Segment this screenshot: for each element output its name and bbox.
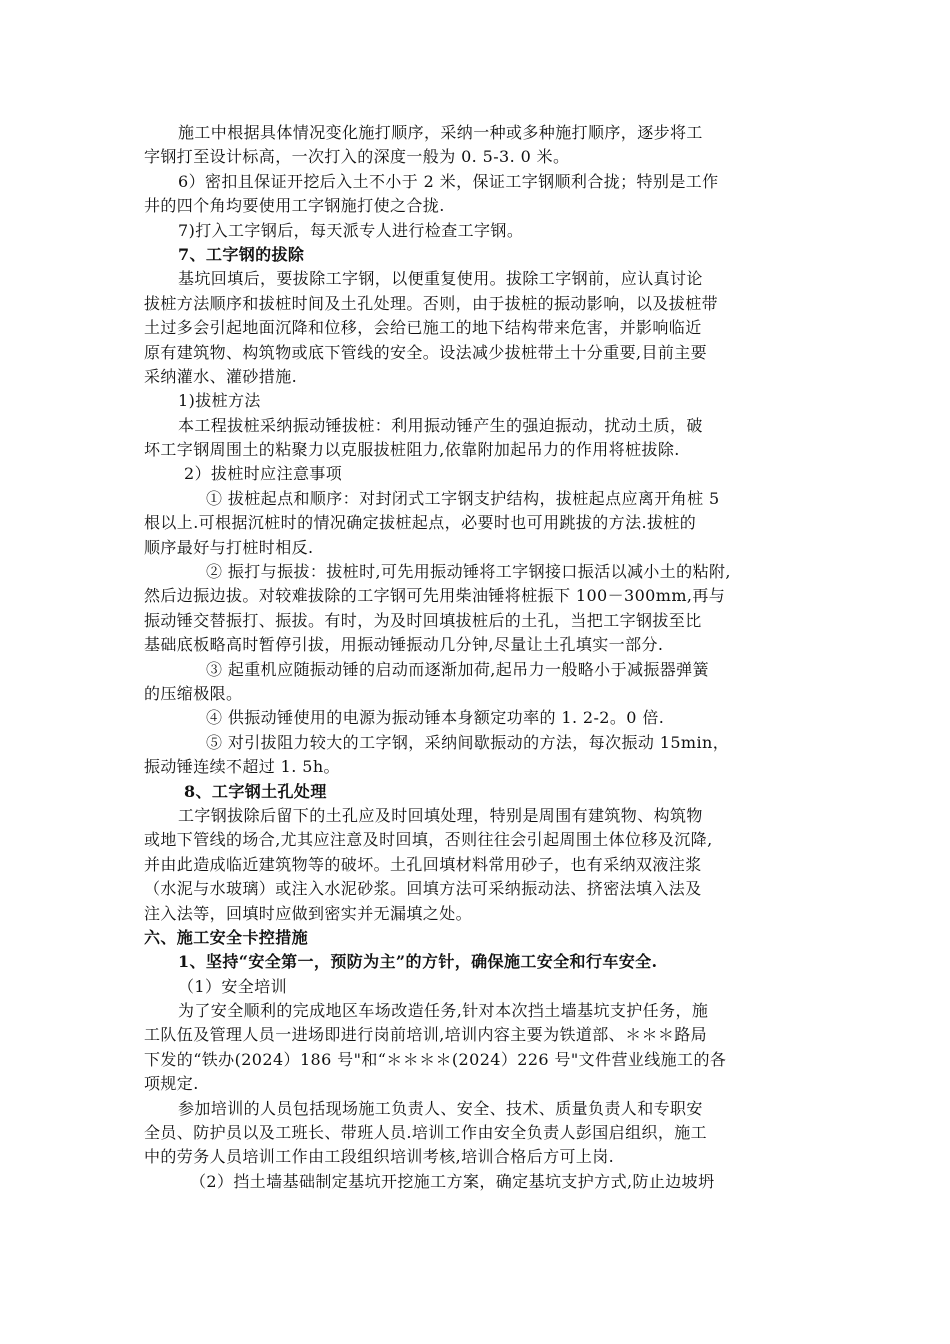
text-line: 根以上.可根据沉桩时的情况确定拔桩起点，必要时也可用跳拔的方法.拔桩的: [144, 513, 697, 533]
text-line: 坏工字钢周围土的粘聚力以克服拔桩阻力,依靠附加起吊力的作用将桩拔除.: [144, 440, 680, 460]
text-line: ③ 起重机应随振动锤的启动而逐渐加荷,起吊力一般略小于减振器弹簧: [206, 659, 709, 679]
text-line: ⑤ 对引拔阻力较大的工字钢，采纳间歇振动的方法，每次振动 15min，: [206, 732, 730, 752]
text-line: 基坑回填后，要拔除工字钢，以便重复使用。拔除工字钢前，应认真讨论: [178, 269, 703, 289]
text-line: （1）安全培训: [178, 976, 287, 996]
text-line: 基础底板略高时暂停引拔，用振动锤振动几分钟,尽量让土孔填实一部分.: [144, 635, 664, 655]
text-line: 井的四个角均要使用工字钢施打使之合拢.: [144, 196, 445, 216]
text-line: 采纳灌水、灌砂措施.: [144, 366, 298, 386]
text-line: ② 振打与振拔：拔桩时,可先用振动锤将工字钢接口振活以减小土的粘附,: [206, 562, 731, 582]
text-line: 7)打入工字钢后，每天派专人进行检查工字钢。: [178, 220, 524, 240]
text-line: 工字钢拔除后留下的土孔应及时回填处理，特别是周围有建筑物、构筑物: [178, 805, 703, 825]
text-line: 参加培训的人员包括现场施工负责人、安全、技术、质量负责人和专职安: [178, 1098, 703, 1118]
text-line: 本工程拔桩采纳振动锤拔桩：利用振动锤产生的强迫振动，扰动土质，破: [178, 415, 703, 435]
text-line: 的压缩极限。: [144, 683, 243, 703]
text-line: 原有建筑物、构筑物或底下管线的安全。设法减少拔桩带土十分重要,目前主要: [144, 342, 708, 362]
text-line: 2）拔桩时应注意事项: [184, 464, 343, 484]
text-line: 工队伍及管理人员一进场即进行岗前培训,培训内容主要为铁道部、＊＊＊路局: [144, 1025, 708, 1045]
text-line: ④ 供振动锤使用的电源为振动锤本身额定功率的 1. 2-2。0 倍.: [206, 708, 665, 728]
text-line: 1)拔桩方法: [178, 391, 261, 411]
text-line: 或地下管线的场合,尤其应注意及时回填，否则往往会引起周围土体位移及沉降,: [144, 830, 713, 850]
text-line: 中的劳务人员培训工作由工段组织培训考核,培训合格后方可上岗.: [144, 1147, 615, 1167]
text-line: 土过多会引起地面沉降和位移，会给已施工的地下结构带来危害，并影响临近: [144, 318, 702, 338]
section-heading: 7、工字钢的拔除: [178, 244, 305, 264]
text-line: 振动锤交替振打、振拔。有时，为及时回填拔桩后的土孔，当把工字钢拔至比: [144, 610, 702, 630]
document-body: [144, 121, 812, 1194]
text-line: 项规定.: [144, 1074, 199, 1094]
text-line: 并由此造成临近建筑物等的破坏。土孔回填材料常用砂子，也有采纳双液注浆: [144, 854, 702, 874]
text-line: （2）挡土墙基础制定基坑开挖施工方案，确定基坑支护方式,防止边坡坍: [190, 1171, 715, 1191]
text-line: 然后边振边拔。对较难拔除的工字钢可先用柴油锤将桩振下 100－300mm,再与: [144, 586, 726, 606]
text-line: 顺序最好与打桩时相反.: [144, 537, 314, 557]
text-line: （水泥与水玻璃）或注入水泥砂浆。回填方法可采纳振动法、挤密法填入法及: [144, 879, 702, 899]
section-heading: 六、施工安全卡控措施: [144, 927, 309, 947]
text-line: 注入法等，回填时应做到密实并无漏填之处。: [144, 903, 473, 923]
section-heading: 1、坚持“安全第一，预防为主”的方针，确保施工安全和行车安全.: [178, 952, 658, 972]
section-heading: 8、工字钢土孔处理: [184, 781, 327, 801]
text-line: 字钢打至设计标高，一次打入的深度一般为 0. 5-3. 0 米。: [144, 147, 570, 167]
text-line: 6）密扣且保证开挖后入土不小于 2 米，保证工字钢顺利合拢；特别是工作: [178, 171, 719, 191]
text-line: 全员、防护员以及工班长、带班人员.培训工作由安全负责人彭国启组织，施工: [144, 1123, 708, 1143]
text-line: 拔桩方法顺序和拔桩时间及土孔处理。否则，由于拔桩的振动影响，以及拔桩带: [144, 293, 719, 313]
text-line: 下发的“铁办(2024）186 号"和“＊＊＊＊(2024）226 号"文件营业线施工的各: [144, 1049, 727, 1069]
text-line: ① 拔桩起点和顺序：对封闭式工字钢支护结构，拔桩起点应离开角桩 5: [206, 488, 720, 508]
text-line: 施工中根据具体情况变化施打顺序，采纳一种或多种施打顺序，逐步将工: [178, 123, 703, 142]
text-line: 为了安全顺利的完成地区车场改造任务,针对本次挡土墙基坑支护任务，施: [178, 1001, 709, 1021]
text-line: 振动锤连续不超过 1. 5h。: [144, 757, 340, 777]
